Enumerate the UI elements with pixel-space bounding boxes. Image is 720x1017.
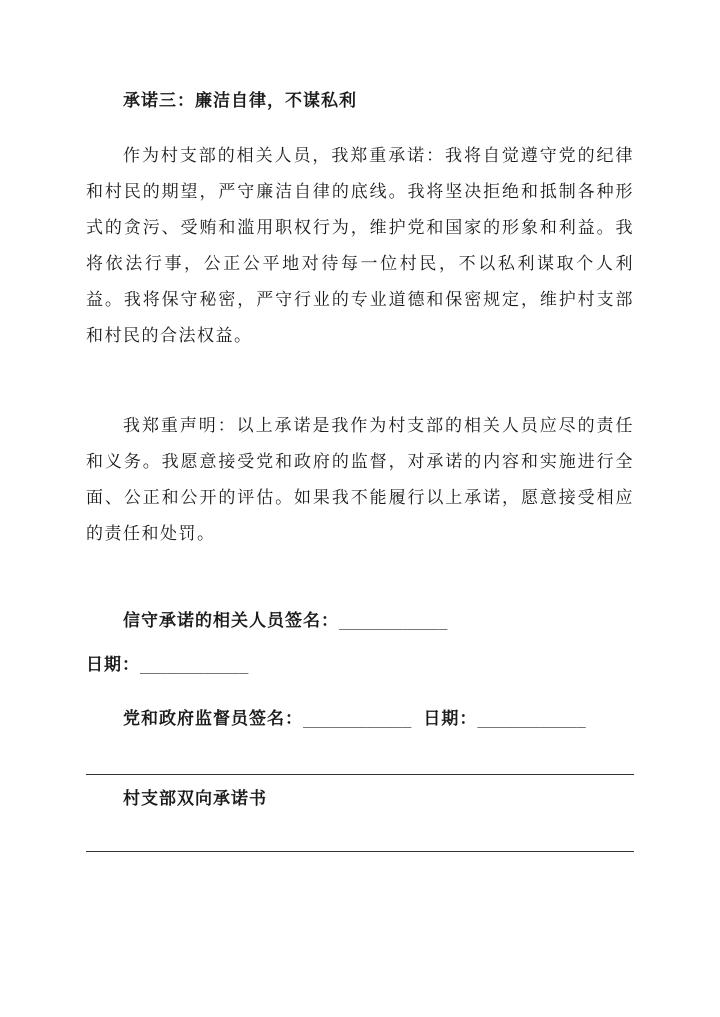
commitment-paragraph: 作为村支部的相关人员，我郑重承诺：我将自觉遵守党的纪律和村民的期望，严守廉洁自律的底线。我将坚决拒绝和抵制各种形式的贪污、受贿和滥用职权行为，维护党和国家的形象和利益。我将依法行事，公正公平地对待每一位村民，不以私利谋取个人利益。我将保守秘密，严守行业的专业道德和保密规定，维护村支部和村民的合法权益。 — [86, 146, 634, 346]
supervisor-signature-line — [123, 704, 586, 729]
person-date-blank: ____________ — [140, 656, 249, 674]
person-signature-line — [123, 606, 447, 631]
divider-top — [86, 774, 634, 775]
person-signature-blank: ____________ — [339, 612, 448, 630]
divider-bottom — [86, 851, 634, 852]
supervisor-date-label: 日期： — [423, 709, 478, 729]
person-date-label: 日期： — [86, 655, 140, 675]
declaration-paragraph: 我郑重声明：以上承诺是我作为村支部的相关人员应尽的责任和义务。我愿意接受党和政府的监督，对承诺的内容和实施进行全面、公正和公开的评估。如果我不能履行以上承诺，愿意接受相应的责任和处罚。 — [86, 416, 634, 544]
person-date-line — [86, 650, 248, 675]
supervisor-signature-label: 党和政府监督员签名： — [123, 709, 303, 729]
footer-title: 村支部双向承诺书 — [123, 789, 267, 809]
supervisor-signature-blank: ____________ — [303, 710, 412, 728]
section-heading: 承诺三：廉洁自律，不谋私利 — [123, 91, 357, 111]
person-signature-label: 信守承诺的相关人员签名： — [123, 611, 339, 631]
supervisor-date-blank: ____________ — [477, 710, 586, 728]
